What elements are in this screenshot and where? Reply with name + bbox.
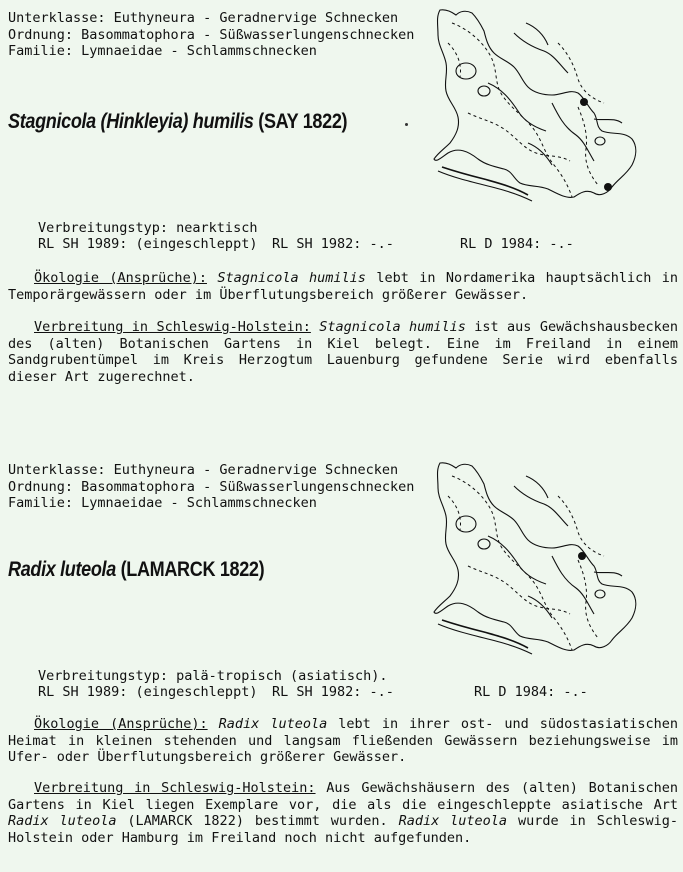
ordnung-line: Ordnung: Basommatophora - Süßwasserlungenschnecken	[8, 26, 415, 43]
verbreitung-text: ist aus Gewächshausbecken des (alten) Botanischen Gartens in Kiel belegt. Eine im Freiland in einem Sandgrubentümpel im Kreis Herzogtum Lauenburg gefundene Serie wird ebenfalls dieser Art zugerechnet.	[8, 319, 678, 385]
species-author: (LAMARCK 1822)	[115, 558, 265, 581]
verbreitung-pre: Aus Gewächshäusern des (alten) Botanischen Gartens in Kiel liegen Exemplare vor, die als die eingeschleppte asiatische Art	[8, 780, 678, 813]
rl-d-1984: RL D 1984: -.-	[460, 236, 574, 252]
ordnung-line: Ordnung: Basommatophora - Süßwasserlungenschnecken	[8, 478, 415, 495]
verbreitungstyp: Verbreitungstyp: palä-tropisch (asiatisch).	[38, 668, 388, 684]
species-author: (SAY 1822)	[253, 110, 348, 133]
familie-line: Familie: Lymnaeidae - Schlammschnecken	[8, 495, 317, 511]
verbreitung-species: Radix luteola	[8, 813, 117, 829]
species-name: Stagnicola (Hinkleyia) humilis	[8, 110, 254, 133]
oekologie-species: Radix luteola	[218, 716, 328, 732]
verbreitung-text: wurde in Schleswig-Holstein oder Hamburg im Freiland noch nicht aufgefunden.	[8, 813, 678, 846]
verbreitungstyp: Verbreitungstyp: nearktisch	[38, 220, 258, 236]
species-name: Radix luteola	[8, 558, 116, 581]
unterklasse-line: Unterklasse: Euthyneura - Geradnervige Schnecken	[8, 462, 399, 478]
oekologie-heading: Ökologie (Ansprüche):	[34, 716, 208, 732]
record-dot	[604, 183, 612, 191]
rl-d-1984: RL D 1984: -.-	[474, 684, 588, 700]
verbreitung-mid: (LAMARCK 1822) bestimmt wurden.	[116, 813, 399, 829]
rl-sh-1982: RL SH 1982: -.-	[272, 684, 394, 700]
rl-sh-1989: RL SH 1989: (eingeschleppt)	[38, 236, 258, 252]
taxonomy-block	[8, 10, 414, 60]
verbreitung-heading: Verbreitung in Schleswig-Holstein:	[34, 780, 316, 796]
verbreitung-species: Stagnicola humilis	[319, 319, 466, 335]
species-title	[8, 558, 264, 582]
verbreitung-species-2: Radix luteola	[398, 813, 508, 829]
taxonomy-block	[8, 462, 414, 512]
rl-sh-1982: RL SH 1982: -.-	[272, 236, 394, 252]
distribution-map	[428, 456, 658, 656]
oekologie-text: lebt in ihrer ost- und südostasiatischen Heimat in kleinen stehenden und langsam fließenden Gewässern beziehungsweise im Ufer- oder Überflutungsbereich größerer Gewässer.	[8, 716, 678, 765]
map-outline	[434, 10, 636, 198]
species-entry	[0, 452, 683, 872]
rl-sh-1989: RL SH 1989: (eingeschleppt)	[38, 684, 258, 700]
verbreitung-heading: Verbreitung in Schleswig-Holstein:	[34, 319, 311, 335]
speck	[405, 123, 408, 126]
verbreitung-paragraph	[8, 780, 678, 846]
map-outline	[434, 463, 636, 651]
record-dot	[578, 552, 586, 560]
distribution-map	[428, 3, 658, 203]
record-dot	[580, 98, 588, 106]
oekologie-heading: Ökologie (Ansprüche):	[34, 270, 207, 286]
verbreitung-paragraph	[8, 319, 678, 385]
oekologie-paragraph	[8, 270, 678, 303]
species-title	[8, 110, 347, 134]
oekologie-paragraph	[8, 716, 678, 766]
oekologie-text: lebt in Nordamerika hauptsächlich in Temporärgewässern oder im Überflutungsbereich größerer Gewässer.	[8, 270, 678, 303]
unterklasse-line: Unterklasse: Euthyneura - Geradnervige Schnecken	[8, 10, 399, 26]
species-entry	[0, 0, 683, 420]
familie-line: Familie: Lymnaeidae - Schlammschnecken	[8, 43, 317, 59]
oekologie-species: Stagnicola humilis	[217, 270, 366, 286]
